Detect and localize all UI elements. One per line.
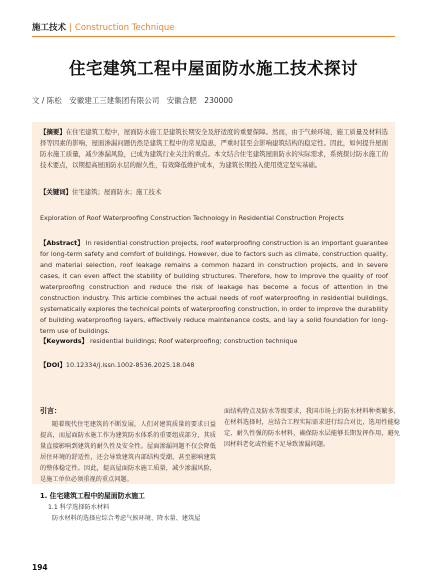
- section-1-heading: 1. 住宅建筑工程中的屋面防水施工: [40, 492, 145, 500]
- body-right-column: [224, 406, 400, 450]
- keywords-cn: [40, 187, 388, 198]
- author-line: 文 / 陈松 安徽建工三建集团有限公司 安徽合肥 230000: [32, 96, 233, 105]
- english-title: Exploration of Roof Waterproofing Construction Technology in Residential Construction Projects: [40, 214, 344, 222]
- article-title: 住宅建筑工程中屋面防水施工技术探讨: [69, 59, 358, 78]
- intro-paragraph: 随着现代住宅建筑的不断发展，人们对建筑质量的要求日益提高，而屋面防水施工作为建筑防水体系的重要组成部分，其质量直接影响到建筑的耐久性及安全性。屋面渗漏问题不仅会降低居住环境的舒适性，还会导致建筑内部结构受潮，甚至影响建筑的整体稳定性。因此，提高屋面防水施工质量，减少渗漏风险，是施工单位必须重视的重点问题。: [40, 421, 216, 483]
- right-column-paragraph: 面结构特点及防水等级要求，我国市场上的防水材料种类繁多，在材料选择时，应结合工程实际需求进行综合对比，选用性能稳定、耐久性强的防水材料，确保防水层能够长期发挥作用，避免因材料老化或性能不足导致渗漏问题。: [224, 408, 400, 448]
- header-separator: |: [69, 23, 72, 33]
- intro-heading: 引言：: [40, 407, 61, 415]
- section-name-en: Construction Technique: [74, 23, 175, 33]
- abstract-en-label: 【Abstract】: [40, 239, 84, 247]
- doi-label: 【DOI】: [40, 361, 66, 369]
- section-name: 施工技术: [32, 23, 67, 33]
- abstract-cn: [40, 127, 388, 171]
- keywords-en-label: 【Keywords】: [40, 337, 88, 345]
- keywords-en: [40, 336, 388, 347]
- abstract-en: [40, 238, 388, 337]
- page-number: 194: [32, 563, 48, 572]
- doi: [40, 360, 388, 371]
- keywords-cn-text: 住宅建筑；屋面防水；施工技术: [71, 188, 162, 196]
- keywords-en-text: residential buildings; Roof waterproofing; construction technique: [87, 337, 298, 345]
- section-1-1-heading: 1.1 科学选择防水材料: [48, 504, 110, 511]
- running-header: [32, 22, 395, 37]
- abstract-cn-text: 在住宅建筑工程中，屋面防水施工是建筑长期安全及舒适度的重要保障。然而，由于气候环境、施工质量及材料选择等因素的影响，屋面渗漏问题仍然是建筑工程中的常见隐患，严重时甚至会影响建筑结构的稳定性。因此，如何提升屋面防水施工质量，减少渗漏风险，已成为建筑行业关注的重点。本文结合住宅建筑屋面防水的实际需求，系统探讨防水施工的技术要点，以期提高屋面防水层的耐久性，有效降低维护成本，为建筑长期投入使用奠定坚实基础。: [40, 128, 389, 169]
- doi-text: 10.12334/j.issn.1002-8536.2025.18.048: [65, 361, 195, 369]
- abstract-cn-label: 【摘要】: [40, 128, 66, 136]
- keywords-cn-label: 【关键词】: [40, 188, 72, 196]
- body-left-column: [40, 406, 216, 524]
- section-1-1-paragraph: 防水材料的选择应综合考虑气候环境、降水量、建筑屋: [52, 515, 201, 522]
- abstract-en-text: In residential construction projects, roof waterproofing construction is an important guarantee for long-term safety and comfort of buildings. However, due to factors such as climate, construction quality, and material selection, roof leakage remains a common hazard in construction projects, and in severe cases, it can even affect the stability of building structures. Therefore, how to improve the quality of roof waterproofing construction and reduce the risk of leakage has become a focus of attention in the construction industry. This article combines the actual needs of roof waterproofing in residential buildings, systematically explores the technical points of waterproofing construction, in order to improve the durability of building waterproofing layers, effectively reduce maintenance costs, and lay a solid foundation for long-term use of buildings.: [40, 239, 388, 335]
